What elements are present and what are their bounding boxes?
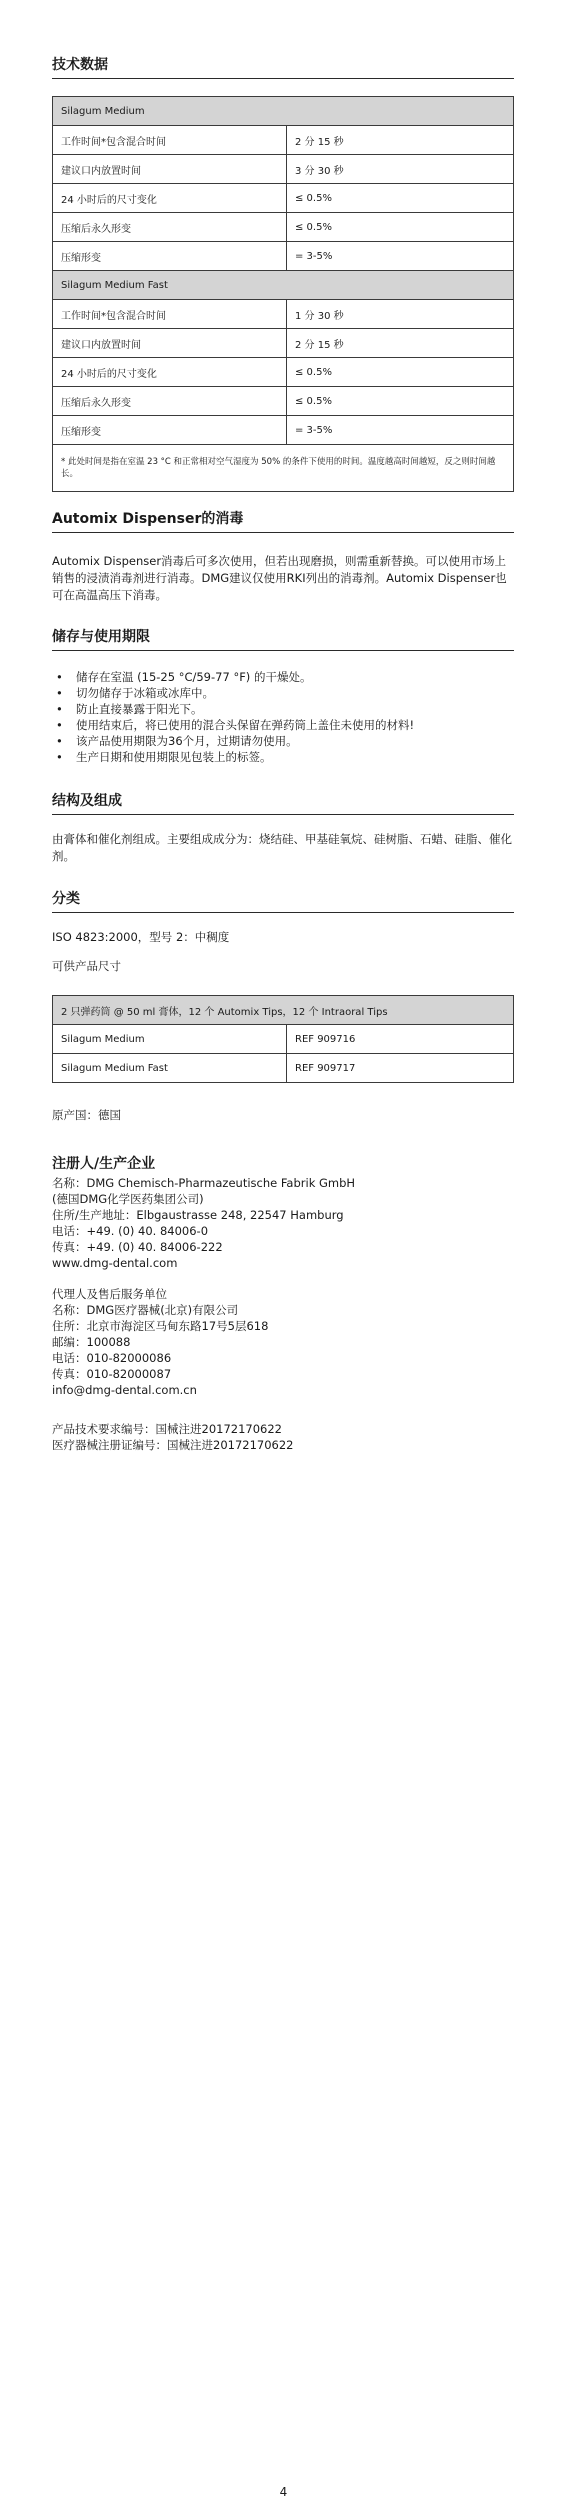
classification-title: 分类 [52, 890, 514, 913]
website-link[interactable]: www.dmg-dental.com [52, 1256, 178, 1270]
table-row [53, 242, 514, 271]
registrant-line: 传真：+49. (0) 40. 84006-222 [52, 1240, 223, 1254]
storage-title: 储存与使用期限 [52, 628, 514, 651]
table-row [53, 213, 514, 242]
note-row [53, 445, 514, 492]
agent-line: 邮编：100088 [52, 1335, 131, 1349]
spec-value: 3 分 30 秒 [287, 155, 514, 184]
spec-label: 24 小时后的尺寸变化 [53, 184, 287, 213]
group-name: Silagum Medium Fast [53, 271, 514, 300]
spec-label: 24 小时后的尺寸变化 [53, 358, 287, 387]
group-header-row [53, 97, 514, 126]
spec-value: 2 分 15 秒 [287, 329, 514, 358]
registration-line: 产品技术要求编号：国械注进20172170622 [52, 1422, 282, 1436]
table-row [53, 1025, 514, 1054]
table-row [53, 300, 514, 329]
product-name: Silagum Medium Fast [53, 1054, 287, 1083]
list-item: • 储存在室温 (15-25 °C/59-77 °F) 的干燥处。 [66, 669, 514, 685]
list-item: • 防止直接暴露于阳光下。 [66, 701, 514, 717]
list-item: • 使用结束后，将已使用的混合头保留在弹药筒上盖住未使用的材料! [66, 717, 514, 733]
table-header-row [53, 996, 514, 1025]
registration-line: 医疗器械注册证编号：国械注进20172170622 [52, 1438, 294, 1452]
table-row [53, 329, 514, 358]
table-row [53, 416, 514, 445]
disinfection-text: Automix Dispenser消毒后可多次使用，但若出现磨损，则需重新替换。可以使用市场上销售的浸渍消毒剂进行消毒。DMG建议仅使用RKI列出的消毒剂。Automix Dispenser也可在高温高压下消毒。 [52, 554, 507, 602]
spec-label: 建议口内放置时间 [53, 329, 287, 358]
spec-label: 压缩形变 [53, 416, 287, 445]
spec-value: 1 分 30 秒 [287, 300, 514, 329]
tech-title: 技术数据 [52, 56, 514, 79]
agent-line: 名称：DMG医疗器械(北京)有限公司 [52, 1303, 239, 1317]
composition-section [52, 792, 514, 865]
spec-label: 压缩后永久形变 [53, 387, 287, 416]
agent-line: 代理人及售后服务单位 [52, 1287, 167, 1301]
spec-value: 2 分 15 秒 [287, 126, 514, 155]
table-row [53, 155, 514, 184]
table-row [53, 358, 514, 387]
spec-value: ≤ 0.5% [287, 213, 514, 242]
disinfection-title: Automix Dispenser的消毒 [52, 510, 514, 533]
registrant-line: 电话：+49. (0) 40. 84006-0 [52, 1224, 209, 1238]
origin-block [52, 1107, 514, 1124]
table-row [53, 184, 514, 213]
agent-line: 住所：北京市海淀区马甸东路17号5层618 [52, 1319, 269, 1333]
spec-value: ≤ 0.5% [287, 184, 514, 213]
spec-label: 建议口内放置时间 [53, 155, 287, 184]
list-item: • 切勿储存于冰箱或冰库中。 [66, 685, 514, 701]
agent-line: 电话：010-82000086 [52, 1351, 172, 1365]
iso-text: ISO 4823:2000，型号 2：中稠度 [52, 930, 230, 944]
classification-section [52, 890, 514, 975]
tech-section [52, 56, 514, 79]
footnote: * 此处时间是指在室温 23 °C 和正常相对空气湿度为 50% 的条件下使用的时间。温度越高时间越短，反之则时间越长。 [53, 445, 514, 492]
storage-section [52, 628, 514, 765]
spec-value: ≤ 0.5% [287, 358, 514, 387]
table-row [53, 1054, 514, 1083]
agent-section [52, 1286, 514, 1398]
group-header-row [53, 271, 514, 300]
registrant-line: (德国DMG化学医药集团公司) [52, 1192, 204, 1206]
product-name: Silagum Medium [53, 1025, 287, 1054]
list-item: • 生产日期和使用期限见包装上的标签。 [66, 749, 514, 765]
list-item: • 该产品使用期限为36个月，过期请勿使用。 [66, 733, 514, 749]
table-row [53, 126, 514, 155]
registrant-line: 住所/生产地址：Elbgaustrasse 248, 22547 Hamburg [52, 1208, 344, 1222]
composition-title: 结构及组成 [52, 792, 514, 815]
spec-label: 工作时间*包含混合时间 [53, 300, 287, 329]
registrant-line: 名称：DMG Chemisch-Pharmazeutische Fabrik GmbH [52, 1176, 356, 1190]
storage-list [52, 669, 514, 765]
composition-text: 由膏体和催化剂组成。主要组成成分为：烧结硅、甲基硅氧烷、硅树脂、石蜡、硅脂、催化剂。 [52, 832, 512, 863]
spec-value: = 3-5% [287, 416, 514, 445]
product-ref: REF 909716 [287, 1025, 514, 1054]
spec-label: 工作时间*包含混合时间 [53, 126, 287, 155]
product-table [52, 995, 514, 1083]
spec-label: 压缩形变 [53, 242, 287, 271]
agent-line: 传真：010-82000087 [52, 1367, 172, 1381]
registration-section [52, 1421, 514, 1453]
table-row [53, 387, 514, 416]
spec-label: 压缩后永久形变 [53, 213, 287, 242]
spec-value: ≤ 0.5% [287, 387, 514, 416]
tech-table [52, 96, 514, 492]
disinfection-section [52, 510, 514, 604]
tech-table-wrap [52, 96, 514, 492]
email-link[interactable]: info@dmg-dental.com.cn [52, 1383, 197, 1397]
product-ref: REF 909717 [287, 1054, 514, 1083]
product-table-wrap [52, 995, 514, 1083]
registrant-title: 注册人/生产企业 [52, 1156, 156, 1172]
spec-value: = 3-5% [287, 242, 514, 271]
registrant-section [52, 1155, 514, 1271]
product-header: 2 只弹药筒 @ 50 ml 膏体，12 个 Automix Tips，12 个 Intraoral Tips [53, 996, 514, 1025]
origin-text: 原产国：德国 [52, 1108, 121, 1122]
page-number: 4 [279, 2485, 288, 2499]
sizes-label: 可供产品尺寸 [52, 959, 121, 973]
group-name: Silagum Medium [53, 97, 514, 126]
